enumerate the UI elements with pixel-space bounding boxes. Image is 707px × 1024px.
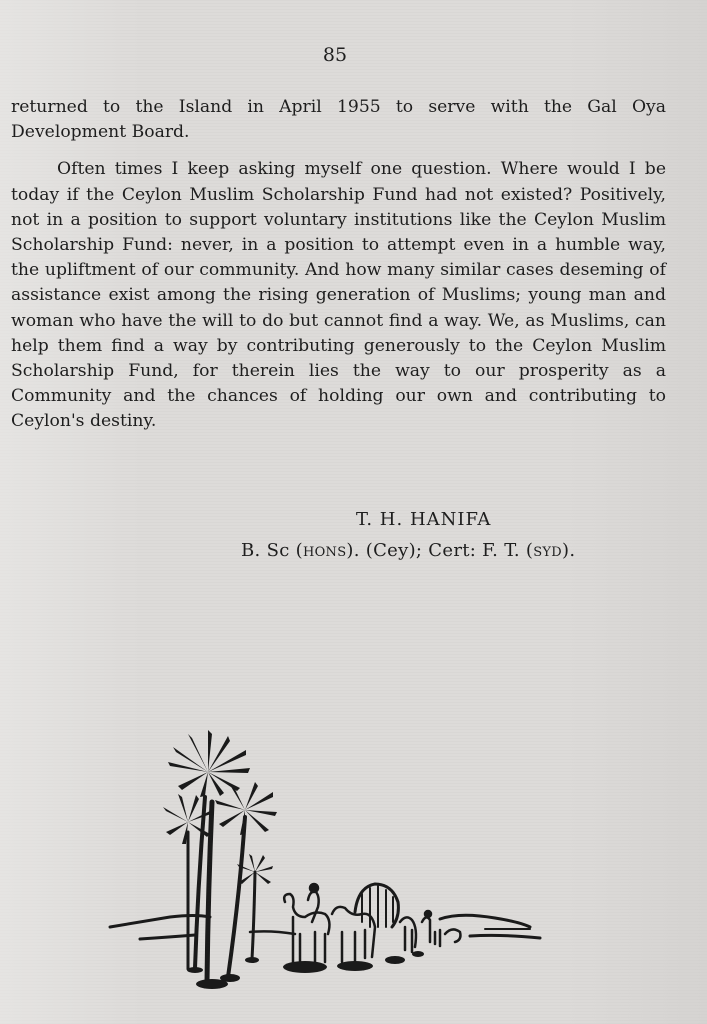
cred-part: ). (Cey); Cert: F. T. ( xyxy=(346,540,534,561)
cred-part: B. Sc ( xyxy=(241,540,303,561)
body-text xyxy=(11,95,666,435)
cred-part: ). xyxy=(562,540,576,561)
page-number: 85 xyxy=(322,44,348,66)
signature-credentials xyxy=(241,540,575,561)
paragraph-2: Often times I keep asking myself one question. Where would I be today if the Ceylon Muslim Scholarship Fund had not existed? Positively, not in a position to support voluntary institutions like the Ceylon Muslim Scholarship Fund: never, in a position to attempt even in a humble way, the upliftment of our community. And how many similar cases deseming of assistance exist among the rising generation of Muslims; young man and woman who have the will to do but cannot find a way. We, as Muslims, can help them find a way by contributing generously to the Ceylon Muslim Scholarship Fund, for therein lies the way to our prosperity as a Community and the chances of holding our own and contributing to Ceylon's destiny. xyxy=(11,159,666,432)
cred-hons: hons xyxy=(302,540,347,561)
cred-syd: syd xyxy=(533,540,563,561)
signature-name: T. H. HANIFA xyxy=(356,509,492,530)
paragraph-1: returned to the Island in April 1955 to serve with the Gal Oya Development Board. xyxy=(11,97,666,143)
desert-oasis-palms-camel-caravan-icon xyxy=(100,722,560,992)
